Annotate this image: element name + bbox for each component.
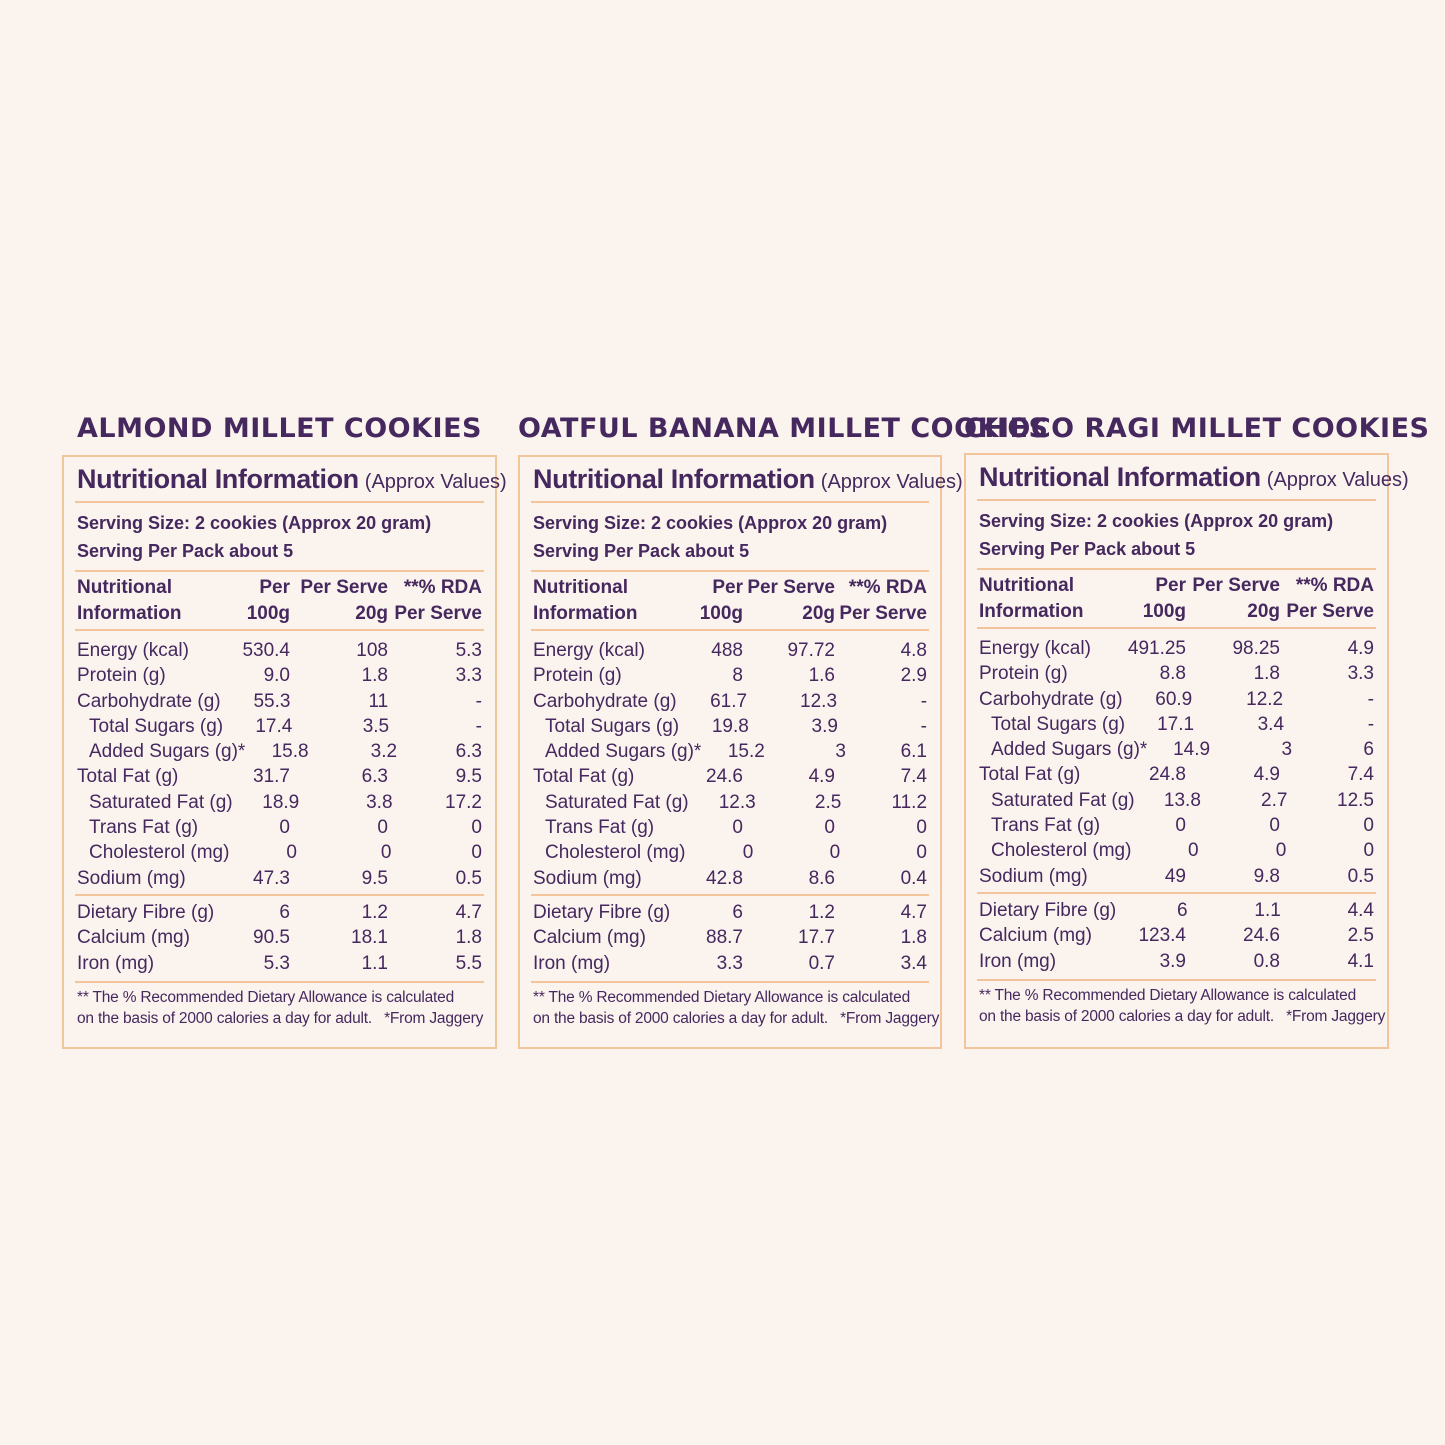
value-per-serve: 97.72 (787, 640, 835, 661)
value-per-100g: 15.8 (271, 741, 309, 763)
value-per-serve: 1.1 (1254, 899, 1281, 921)
nutrition-panel-choco-ragi (964, 410, 1430, 1049)
nutrient-name: Iron (mg) (979, 950, 1057, 972)
nutrient-row (977, 788, 1376, 813)
value-rda: 3.3 (455, 665, 482, 687)
value-per-100g: 0 (742, 842, 754, 864)
value-per-serve: 3.2 (370, 741, 398, 763)
nutrient-name: Added Sugars (g)* (545, 741, 702, 763)
value-per-100g: 24.6 (706, 766, 743, 788)
nutrient-row (75, 866, 484, 891)
value-per-serve: 9.5 (361, 867, 388, 889)
nutrition-card (62, 455, 507, 1049)
value-per-serve: 12.3 (800, 690, 838, 712)
nutrient-name: Saturated Fat (g) (991, 789, 1135, 811)
serving-size: Serving Size: 2 cookies (Approx 20 gram) (77, 513, 432, 533)
value-rda: 0 (471, 817, 482, 839)
nutrient-row (531, 815, 929, 840)
value-per-serve: 98.25 (1232, 638, 1280, 659)
value-per-serve: 3.5 (362, 715, 390, 737)
value-rda: 0 (1363, 815, 1374, 837)
nutrient-name: Trans Fat (g) (545, 817, 655, 839)
nutrient-name: Dietary Fibre (g) (979, 899, 1117, 921)
value-per-100g: 0 (1175, 815, 1186, 837)
value-per-100g: 90.5 (253, 927, 290, 949)
value-rda: 2.5 (1347, 925, 1374, 947)
footnote-jaggery: *From Jaggery (384, 1009, 484, 1027)
value-per-serve: 2.5 (814, 791, 842, 813)
nutrient-name: Protein (g) (979, 663, 1068, 685)
value-per-100g: 15.2 (727, 741, 765, 763)
nutrient-row (531, 714, 929, 739)
nutrient-name: Total Fat (g) (533, 766, 635, 788)
value-per-serve: 6.3 (361, 766, 388, 788)
card-heading-main: Nutritional Information (979, 462, 1261, 492)
value-per-100g: 5.3 (263, 952, 290, 974)
nutrition-card (964, 453, 1409, 1049)
nutrient-rows-extra (531, 896, 929, 983)
value-per-100g: 42.8 (706, 867, 743, 889)
value-per-100g: 0 (1188, 840, 1199, 862)
value-per-serve: 2.7 (1261, 789, 1288, 811)
nutrient-row (531, 638, 929, 663)
nutrient-name: Total Fat (g) (979, 764, 1081, 786)
nutrient-name: Iron (mg) (77, 952, 155, 974)
nutrient-row (75, 840, 484, 865)
value-per-100g: 123.4 (1138, 925, 1186, 947)
footnote-line-2: on the basis of 2000 calories a day for adult. *From Jaggery (979, 1007, 1386, 1025)
nutrient-name: Cholesterol (mg) (89, 842, 230, 864)
value-per-100g: 491.25 (1127, 638, 1186, 659)
nutrient-name: Carbohydrate (g) (979, 688, 1123, 710)
value-per-100g: 19.8 (711, 715, 749, 737)
nutrient-name: Sodium (mg) (533, 867, 642, 889)
value-rda: 0 (916, 842, 927, 864)
footnote (531, 983, 940, 1035)
nutrient-name: Trans Fat (g) (89, 817, 199, 839)
value-per-100g: 60.9 (1155, 688, 1193, 710)
nutrient-row (75, 663, 484, 688)
nutrient-row (531, 866, 929, 891)
value-per-100g: 3.3 (716, 952, 743, 974)
card-heading (977, 455, 1409, 501)
value-rda: 4.1 (1347, 950, 1374, 972)
nutrient-name: Saturated Fat (g) (89, 791, 233, 813)
nutrient-row (531, 925, 929, 950)
value-per-100g: 55.3 (253, 690, 291, 712)
nutrient-rows-main (977, 629, 1376, 894)
value-rda: 0.5 (455, 867, 482, 889)
nutrient-row (75, 714, 484, 739)
nutrient-row (977, 813, 1376, 838)
nutrient-row (977, 838, 1376, 863)
value-rda: 6 (1363, 739, 1374, 761)
value-per-100g: 9.0 (263, 665, 290, 687)
nutrient-row (977, 687, 1376, 712)
value-per-serve: 4.9 (808, 766, 835, 788)
value-rda: 0 (916, 817, 927, 839)
value-rda: 4.9 (1347, 638, 1374, 659)
value-per-serve: 1.2 (361, 901, 388, 923)
nutrient-row (531, 951, 929, 976)
serving-info (977, 501, 1376, 570)
nutrient-name: Carbohydrate (g) (533, 690, 677, 712)
nutrient-name: Added Sugars (g)* (89, 741, 246, 763)
card-heading-sub: (Approx Values) (364, 471, 507, 493)
footnote (977, 981, 1386, 1033)
column-header-name: Nutritional Information (77, 577, 182, 624)
value-per-serve: 3.9 (811, 715, 838, 737)
nutrient-row (977, 636, 1376, 661)
value-per-100g: 488 (711, 640, 743, 661)
card-heading-sub: (Approx Values) (820, 471, 963, 493)
value-per-serve: 1.2 (808, 901, 835, 923)
value-rda: 11.2 (891, 791, 928, 813)
nutrient-row (75, 790, 484, 815)
value-per-100g: 61.7 (710, 690, 748, 712)
nutrient-rows-main (75, 631, 484, 896)
value-per-100g: 0 (286, 842, 297, 864)
nutrient-name: Protein (g) (77, 665, 166, 687)
value-per-serve: 9.8 (1253, 865, 1280, 887)
value-rda: 0.4 (900, 867, 927, 889)
nutrient-row (531, 790, 929, 815)
value-rda: - (475, 715, 482, 737)
nutrient-name: Cholesterol (mg) (545, 842, 686, 864)
nutrient-row (977, 898, 1376, 923)
value-rda: 12.5 (1337, 789, 1374, 811)
nutrient-row (977, 712, 1376, 737)
value-per-serve: 0 (377, 817, 388, 839)
value-per-serve: 3.4 (1257, 713, 1285, 735)
nutrient-row (977, 864, 1376, 889)
nutrient-row (75, 951, 484, 976)
value-per-serve: 8.6 (808, 867, 835, 889)
nutrient-name: Energy (kcal) (77, 640, 189, 661)
value-per-100g: 8 (732, 665, 743, 687)
value-per-serve: 4.9 (1253, 764, 1280, 786)
value-per-serve: 0 (1275, 840, 1287, 862)
value-per-100g: 6 (1177, 899, 1188, 921)
value-per-100g: 18.9 (262, 791, 300, 813)
column-header-rda: **% RDA Per Serve (839, 577, 927, 624)
value-per-100g: 17.1 (1157, 713, 1195, 735)
value-per-100g: 31.7 (253, 766, 290, 788)
value-rda: 9.5 (455, 766, 482, 788)
footnote-line-1: ** The % Recommended Dietary Allowance is calculated (533, 988, 911, 1006)
card-heading (531, 457, 963, 503)
serving-info (531, 503, 929, 572)
column-header-per100: Per 100g (699, 577, 743, 624)
value-per-100g: 3.9 (1159, 950, 1186, 972)
value-rda: 0 (471, 842, 482, 864)
nutrition-card (518, 455, 963, 1049)
footnote-line-1: ** The % Recommended Dietary Allowance is calculated (979, 986, 1357, 1004)
value-per-serve: 18.1 (351, 927, 388, 949)
column-header-per100: Per 100g (246, 577, 290, 624)
nutrient-row (531, 764, 929, 789)
value-rda: 7.4 (1347, 764, 1374, 786)
nutrient-name: Total Sugars (g) (991, 713, 1126, 735)
value-per-100g: 530.4 (242, 640, 290, 661)
nutrient-row (531, 663, 929, 688)
value-per-100g: 0 (732, 817, 743, 839)
value-rda: 0.5 (1347, 865, 1374, 887)
value-per-100g: 88.7 (706, 927, 743, 949)
column-header-perserve: Per Serve 20g (1192, 575, 1280, 622)
column-header-per100: Per 100g (1142, 575, 1186, 622)
serving-size: Serving Size: 2 cookies (Approx 20 gram) (533, 513, 888, 533)
nutrient-row (75, 764, 484, 789)
value-rda: 4.7 (455, 901, 482, 923)
value-per-100g: 47.3 (253, 867, 290, 889)
value-per-serve: 0.7 (808, 952, 835, 974)
nutrient-row (531, 689, 929, 714)
value-rda: 4.7 (900, 901, 927, 923)
nutrient-rows-main (531, 631, 929, 896)
nutrient-name: Dietary Fibre (g) (77, 901, 215, 923)
value-per-serve: 11 (368, 690, 389, 712)
nutrient-row (531, 900, 929, 925)
value-rda: 7.4 (900, 766, 927, 788)
value-per-serve: 1.1 (361, 952, 388, 974)
value-per-serve: 0.8 (1253, 950, 1280, 972)
nutrient-row (75, 638, 484, 663)
nutrient-name: Sodium (mg) (979, 865, 1088, 887)
product-title: OATFUL BANANA MILLET COOKIES (518, 413, 1049, 444)
nutrient-row (531, 840, 929, 865)
value-rda: - (1367, 713, 1375, 735)
value-per-100g: 13.8 (1163, 789, 1201, 811)
value-rda: 6.3 (455, 741, 482, 763)
column-header-name: Nutritional Information (533, 577, 638, 624)
table-header (75, 572, 484, 631)
value-rda: - (1367, 688, 1374, 710)
servings-per-pack: Serving Per Pack about 5 (77, 541, 294, 561)
nutrient-row (75, 900, 484, 925)
value-rda: 5.3 (455, 640, 482, 661)
value-per-serve: 0 (380, 842, 392, 864)
value-rda: 4.4 (1347, 899, 1374, 921)
footnote-line-2: on the basis of 2000 calories a day for adult. *From Jaggery (77, 1009, 484, 1027)
value-rda: 17.2 (445, 791, 482, 813)
footnote-line-1: ** The % Recommended Dietary Allowance is calculated (77, 988, 455, 1006)
product-title: ALMOND MILLET COOKIES (77, 413, 482, 444)
nutrient-name: Calcium (mg) (979, 925, 1092, 947)
nutrient-name: Dietary Fibre (g) (533, 901, 671, 923)
value-per-100g: 6 (732, 901, 743, 923)
column-header-perserve: Per Serve 20g (300, 577, 388, 624)
nutrient-row (75, 739, 484, 764)
value-per-100g: 12.3 (718, 791, 756, 813)
nutrient-row (75, 689, 484, 714)
value-rda: 1.8 (455, 927, 482, 949)
nutrient-name: Total Sugars (g) (89, 715, 224, 737)
column-header-name: Nutritional Information (979, 575, 1084, 622)
nutrient-name: Energy (kcal) (979, 638, 1091, 659)
column-header-perserve: Per Serve 20g (747, 577, 835, 624)
value-rda: 5.5 (455, 952, 482, 974)
value-rda: 3.3 (1347, 663, 1374, 685)
value-rda: 2.9 (900, 665, 927, 687)
serving-size: Serving Size: 2 cookies (Approx 20 gram) (979, 511, 1334, 531)
value-per-serve: 1.8 (361, 665, 388, 687)
value-rda: 3.4 (900, 952, 927, 974)
nutrient-rows-extra (75, 896, 484, 983)
nutrient-name: Protein (g) (533, 665, 622, 687)
nutrition-panel-almond (62, 410, 507, 1049)
value-rda: - (475, 690, 482, 712)
nutrient-name: Iron (mg) (533, 952, 611, 974)
product-title: CHOCO RAGI MILLET COOKIES (964, 413, 1430, 444)
nutrient-row (977, 762, 1376, 787)
nutrient-row (977, 923, 1376, 948)
value-per-100g: 14.9 (1173, 739, 1211, 761)
nutrient-name: Calcium (mg) (77, 927, 190, 949)
card-heading (75, 457, 507, 503)
nutrient-row (977, 949, 1376, 974)
column-header-rda: **% RDA Per Serve (1286, 575, 1374, 622)
nutrient-name: Sodium (mg) (77, 867, 186, 889)
table-header (531, 572, 929, 631)
value-rda: 6.1 (900, 741, 927, 763)
value-per-serve: 1.6 (808, 665, 835, 687)
nutrient-name: Saturated Fat (g) (545, 791, 689, 813)
nutrient-rows-extra (977, 894, 1376, 981)
value-rda: 1.8 (900, 927, 927, 949)
table-header (977, 570, 1376, 629)
nutrient-row (75, 815, 484, 840)
nutrient-name: Trans Fat (g) (991, 815, 1101, 837)
value-per-serve: 0 (1269, 815, 1280, 837)
footnote-line-2: on the basis of 2000 calories a day for adult. *From Jaggery (533, 1009, 940, 1027)
nutrition-panel-oatful-banana (518, 410, 1049, 1049)
value-per-100g: 17.4 (255, 715, 293, 737)
value-per-serve: 12.2 (1246, 688, 1284, 710)
nutrient-name: Total Sugars (g) (545, 715, 680, 737)
nutrient-name: Calcium (mg) (533, 927, 646, 949)
value-per-serve: 3 (835, 741, 846, 763)
value-rda: - (920, 690, 928, 712)
servings-per-pack: Serving Per Pack about 5 (979, 539, 1196, 559)
value-per-100g: 8.8 (1159, 663, 1186, 685)
value-per-serve: 1.8 (1253, 663, 1280, 685)
value-per-serve: 3.8 (366, 791, 393, 813)
value-per-100g: 24.8 (1149, 764, 1186, 786)
footnote-jaggery: *From Jaggery (840, 1009, 940, 1027)
servings-per-pack: Serving Per Pack about 5 (533, 541, 750, 561)
nutrient-name: Carbohydrate (g) (77, 690, 221, 712)
value-rda: - (920, 715, 927, 737)
footnote (75, 983, 484, 1035)
value-per-serve: 24.6 (1243, 925, 1280, 947)
nutrient-name: Total Fat (g) (77, 766, 179, 788)
value-per-serve: 108 (356, 640, 388, 661)
value-per-serve: 0 (829, 842, 841, 864)
serving-info (75, 503, 484, 572)
footnote-jaggery: *From Jaggery (1286, 1007, 1386, 1025)
card-heading-sub: (Approx Values) (1266, 469, 1409, 491)
value-per-serve: 17.7 (798, 927, 835, 949)
value-per-serve: 0 (824, 817, 835, 839)
nutrient-row (977, 661, 1376, 686)
card-heading-main: Nutritional Information (77, 464, 359, 494)
value-per-serve: 3 (1281, 739, 1293, 761)
card-heading-main: Nutritional Information (533, 464, 815, 494)
nutrient-name: Energy (kcal) (533, 640, 645, 661)
value-rda: 4.8 (900, 640, 927, 661)
nutrient-name: Cholesterol (mg) (991, 840, 1132, 862)
nutrient-row (977, 737, 1376, 762)
nutrient-name: Added Sugars (g)* (991, 739, 1148, 761)
nutrient-row (531, 739, 929, 764)
value-rda: 0 (1363, 840, 1375, 862)
column-header-rda: **% RDA Per Serve (394, 577, 482, 624)
value-per-100g: 6 (279, 901, 290, 923)
value-per-100g: 0 (279, 817, 290, 839)
nutrient-row (75, 925, 484, 950)
value-per-100g: 49 (1164, 865, 1186, 887)
